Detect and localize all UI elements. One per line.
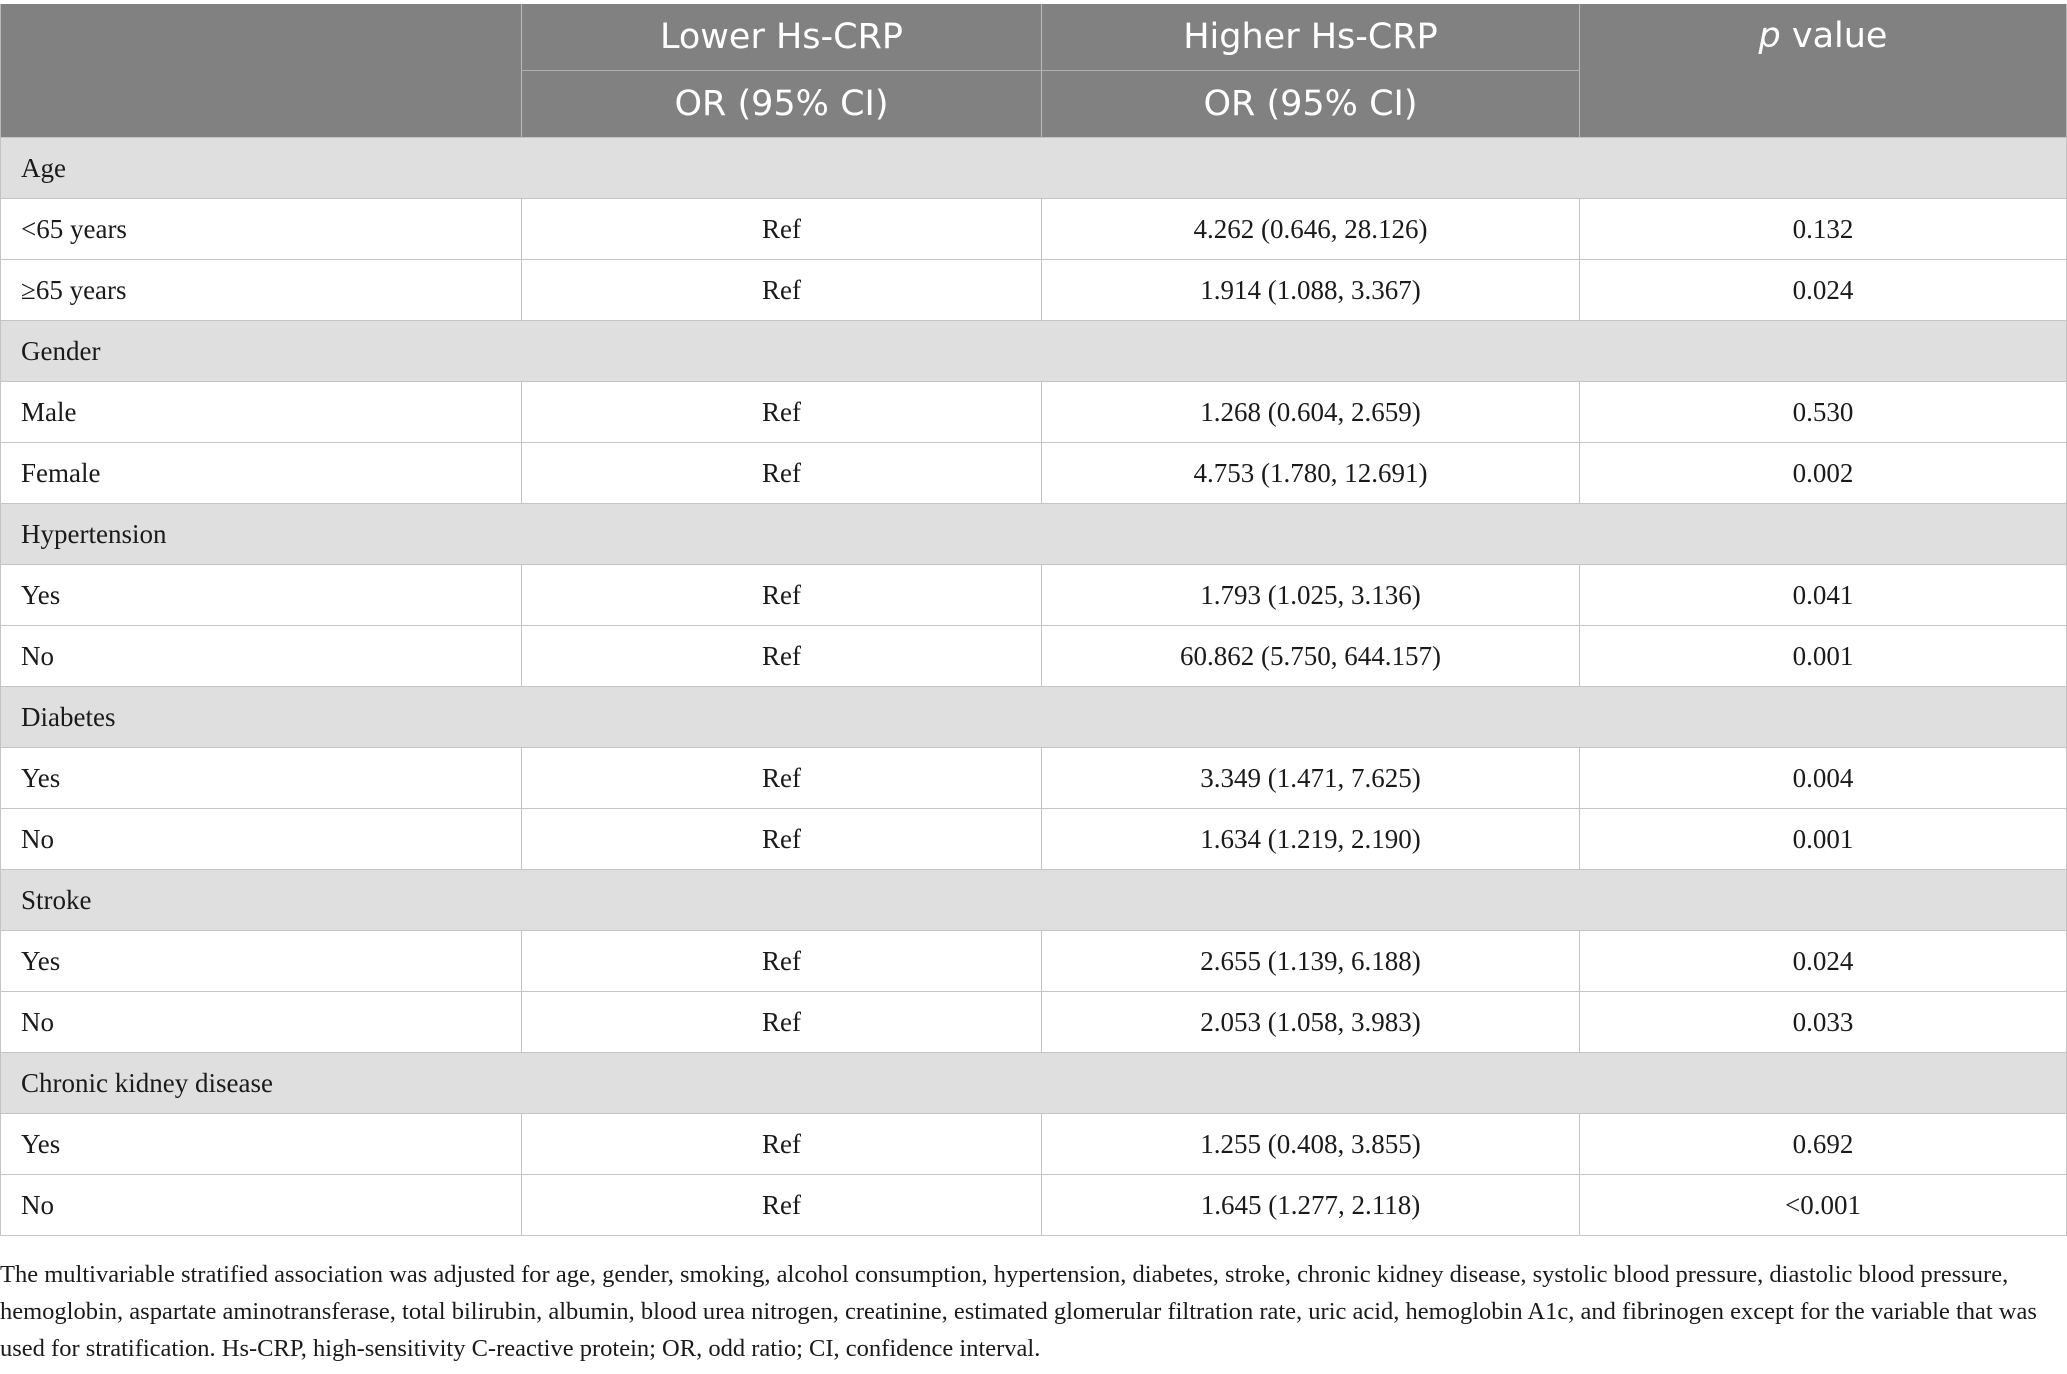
p-value: 0.002 [1580,443,2067,504]
p-value: 0.041 [1580,565,2067,626]
group-row [1,504,2067,565]
higher-hs-crp-value: 1.268 (0.604, 2.659) [1042,382,1580,443]
higher-hs-crp-value: 1.914 (1.088, 3.367) [1042,260,1580,321]
table-row [1,748,2067,809]
row-label: Male [1,382,522,443]
lower-hs-crp-value: Ref [522,748,1042,809]
higher-hs-crp-value: 2.655 (1.139, 6.188) [1042,931,1580,992]
group-row [1,321,2067,382]
higher-hs-crp-value: 60.862 (5.750, 644.157) [1042,626,1580,687]
lower-hs-crp-value: Ref [522,1114,1042,1175]
group-label: Age [1,138,2067,199]
p-value: 0.001 [1580,809,2067,870]
table-container [0,4,2067,1236]
group-row [1,1053,2067,1114]
group-row [1,687,2067,748]
p-value: 0.530 [1580,382,2067,443]
row-label: Yes [1,565,522,626]
header-p-rest: value [1780,16,1888,56]
lower-hs-crp-value: Ref [522,260,1042,321]
group-label: Diabetes [1,687,2067,748]
higher-hs-crp-value: 1.255 (0.408, 3.855) [1042,1114,1580,1175]
group-label: Hypertension [1,504,2067,565]
row-label: No [1,809,522,870]
row-label: Female [1,443,522,504]
table-row [1,992,2067,1053]
row-label: No [1,992,522,1053]
lower-hs-crp-value: Ref [522,199,1042,260]
table-row [1,382,2067,443]
row-label: No [1,626,522,687]
table-row [1,1175,2067,1236]
row-label: Yes [1,748,522,809]
table-row [1,199,2067,260]
table-row [1,443,2067,504]
lower-hs-crp-value: Ref [522,992,1042,1053]
table-body [1,138,2067,1236]
lower-hs-crp-value: Ref [522,931,1042,992]
header-higher-hs-crp: Higher Hs-CRP [1042,4,1580,71]
table-row [1,1114,2067,1175]
table-row [1,626,2067,687]
stratified-association-table [0,4,2067,1236]
group-row [1,138,2067,199]
lower-hs-crp-value: Ref [522,626,1042,687]
lower-hs-crp-value: Ref [522,1175,1042,1236]
table-row [1,931,2067,992]
table-row [1,809,2067,870]
higher-hs-crp-value: 2.053 (1.058, 3.983) [1042,992,1580,1053]
row-label: Yes [1,1114,522,1175]
group-label: Stroke [1,870,2067,931]
row-label: <65 years [1,199,522,260]
higher-hs-crp-value: 1.634 (1.219, 2.190) [1042,809,1580,870]
p-value: 0.033 [1580,992,2067,1053]
higher-hs-crp-value: 1.645 (1.277, 2.118) [1042,1175,1580,1236]
higher-hs-crp-value: 4.262 (0.646, 28.126) [1042,199,1580,260]
table-row [1,260,2067,321]
header-p-italic: p [1758,16,1781,56]
header-higher-or-ci: OR (95% CI) [1042,71,1580,138]
header-p-value [1580,4,2067,138]
higher-hs-crp-value: 4.753 (1.780, 12.691) [1042,443,1580,504]
row-label: Yes [1,931,522,992]
lower-hs-crp-value: Ref [522,443,1042,504]
group-label: Chronic kidney disease [1,1053,2067,1114]
table-row [1,565,2067,626]
table-header [1,4,2067,138]
p-value: 0.024 [1580,260,2067,321]
lower-hs-crp-value: Ref [522,565,1042,626]
higher-hs-crp-value: 3.349 (1.471, 7.625) [1042,748,1580,809]
lower-hs-crp-value: Ref [522,382,1042,443]
p-value: 0.004 [1580,748,2067,809]
p-value: 0.001 [1580,626,2067,687]
table-footnote: The multivariable stratified association was adjusted for age, gender, smoking, alcohol consumption, hypertension, diabetes, stroke, chronic kidney disease, systolic blood pressure, diastolic blood pressure, hemoglobin, aspartate aminotransferase, total bilirubin, albumin, blood urea nitrogen, creatinine, estimated glomerular filtration rate, uric acid, hemoglobin A1c, and fibrinogen except for the variable that was used for stratification. Hs-CRP, high-sensitivity C-reactive protein; OR, odd ratio; CI, confidence interval. [0,1261,2037,1362]
group-row [1,870,2067,931]
row-label: No [1,1175,522,1236]
p-value: 0.692 [1580,1114,2067,1175]
group-label: Gender [1,321,2067,382]
p-value: 0.024 [1580,931,2067,992]
row-label: ≥65 years [1,260,522,321]
p-value: <0.001 [1580,1175,2067,1236]
lower-hs-crp-value: Ref [522,809,1042,870]
header-lower-hs-crp: Lower Hs-CRP [522,4,1042,71]
header-empty-cell [1,4,522,138]
p-value: 0.132 [1580,199,2067,260]
higher-hs-crp-value: 1.793 (1.025, 3.136) [1042,565,1580,626]
header-lower-or-ci: OR (95% CI) [522,71,1042,138]
